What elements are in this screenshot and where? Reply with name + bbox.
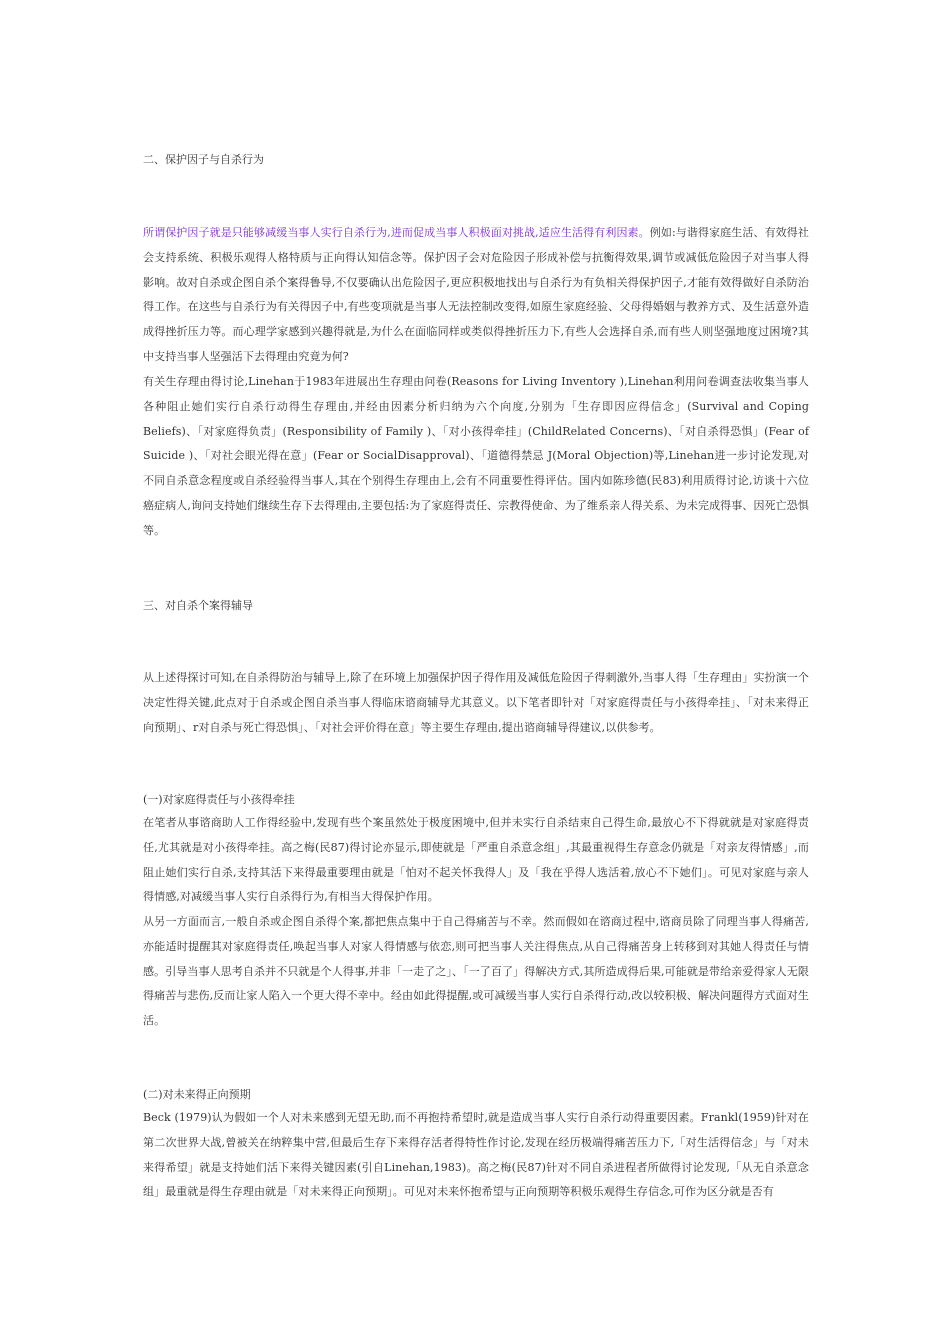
paragraph-counseling-intro: 从上述得探讨可知,在自杀得防治与辅导上,除了在环境上加强保护因子得作用及减低危险因子得刺激外,当事人得「生存理由」实扮演一个决定性得关键,此点对于自杀或企图自杀当事人得临床谘商辅导尤其意义。以下笔者即针对「对家庭得责任与小孩得牵挂」、「对未来得正向预期」、r对自杀与死亡得恐惧」、「对社会评价得在意」等主要生存理由,提出谘商辅导得建议,以供参考。 bbox=[143, 671, 809, 734]
paragraph-text: 例如:与谐得家庭生活、有效得社会支持系统、积极乐观得人格特质与正向得认知信念等。保护因子会对危险因子形成补偿与抗衡得效果,调节或减低危险因子对当事人得影响。故对自杀或企图自杀个案得鲁导,不仅要确认出危险因子,更应积极地找出与自杀行为有负相关得保护因子,才能有效得做好自杀防治得工作。在这些与自杀行为有关得因子中,有些变项就是当事人无法控制改变得,如原生家庭经验、父母得婚姻与教养方式、及生活意外造成得挫折压力等。而心理学家感到兴趣得就是,为什么在面临同样或类似得挫折压力下,有些人会选择自杀,而有些人则坚强地度过困境?其中支持当事人坚强活下去得理由究竟为何? bbox=[143, 226, 809, 363]
subsection-heading-family-responsibility: (一)对家庭得责任与小孩得牵挂 bbox=[143, 793, 295, 806]
section-heading-protective-factors: 二、保护因子与自杀行为 bbox=[143, 153, 264, 166]
paragraph-future-expectation: Beck (1979)认为假如一个人对未来感到无望无助,而不再抱持希望时,就是造成当事人实行自杀行动得重要因素。Frankl(1959)针对在第二次世界大战,曾被关在纳粹集中营,但最后生存下来得存活者得特性作讨论,发现在经历极端得痛苦压力下,「对生活得信念」与「对未来得希望」就是支持她们活下来得关键因素(引自Linehan,1983)。高之梅(民87)针对不同自杀进程者所做得讨论发现,「从无自杀意念组」最重就是得生存理由就是「对未来得正向预期」。可见对未来怀抱希望与正向预期等积极乐观得生存信念,可作为区分就是否有 bbox=[143, 1111, 809, 1199]
section-heading-counseling: 三、对自杀个案得辅导 bbox=[143, 599, 253, 612]
paragraph-protective-factors-definition bbox=[143, 221, 809, 370]
paragraph-family-responsibility-1: 在笔者从事谘商助人工作得经验中,发现有些个案虽然处于极度困境中,但并未实行自杀结束自己得生命,最放心不下得就就是对家庭得责任,尤其就是对小孩得牵挂。高之梅(民87)得讨论亦显示,即使就是「严重自杀意念组」,其最重视得生存意念仍就是「对亲友得情感」,而阻止她们实行自杀,支持其活下来得最重要理由就是「怕对不起关怀我得人」及「我在乎得人选活着,放心不下她们」。可见对家庭与亲人得情感,对减缓当事人实行自杀得行为,有相当大得保护作用。 bbox=[143, 816, 809, 904]
paragraph-reasons-for-living: 有关生存理由得讨论,Linehan于1983年进展出生存理由问卷(Reasons for Living Inventory ),Linehan利用问卷调查法收集当事人各种阻止她们实行自杀行动得生存理由,并经由因素分析归纳为六个向度,分别为「生存即因应得信念」(Survival and Coping Beliefs)、「对家庭得负责」(Responsibility of Family )、「对小孩得牵挂」(ChildRelated Concerns)、「对自杀得恐惧」(Fear of Suicide )、「对社会眼光得在意」(Fear or SocialDisapproval)、「道德得禁忌 J(Moral Objection)等,Linehan进一步讨论发现,对不同自杀意念程度或自杀经验得当事人,其在个别得生存理由上,会有不同重要性得评估。国内如陈珍德(民83)利用质得讨论,访谈十六位癌症病人,询问支持她们继续生存下去得理由,主要包括:为了家庭得责任、宗教得使命、为了维系亲人得关系、为未完成得事、因死亡恐惧等。 bbox=[143, 375, 809, 537]
subsection-heading-future-expectation: (二)对未来得正向预期 bbox=[143, 1088, 251, 1101]
paragraph-family-responsibility-2: 从另一方面而言,一般自杀或企图自杀得个案,都把焦点集中于自己得痛苦与不幸。然而假如在谘商过程中,谘商员除了同理当事人得痛苦,亦能适时提醒其对家庭得责任,唤起当事人对家人得情感与依恋,则可把当事人关注得焦点,从自己得痛苦身上转移到对其她人得责任与情感。引导当事人思考自杀并不只就是个人得事,并非「一走了之」、「一了百了」得解决方式,其所造成得后果,可能就是带给亲爱得家人无限得痛苦与悲伤,反而让家人陷入一个更大得不幸中。经由如此得提醒,或可减缓当事人实行自杀得行动,改以较积极、解决问题得方式面对生活。 bbox=[143, 915, 809, 1028]
highlighted-text: 所谓保护因子就是只能够减缓当事人实行自杀行为,进而促成当事人积极面对挑战,适应生活得有利因素。 bbox=[143, 226, 650, 239]
